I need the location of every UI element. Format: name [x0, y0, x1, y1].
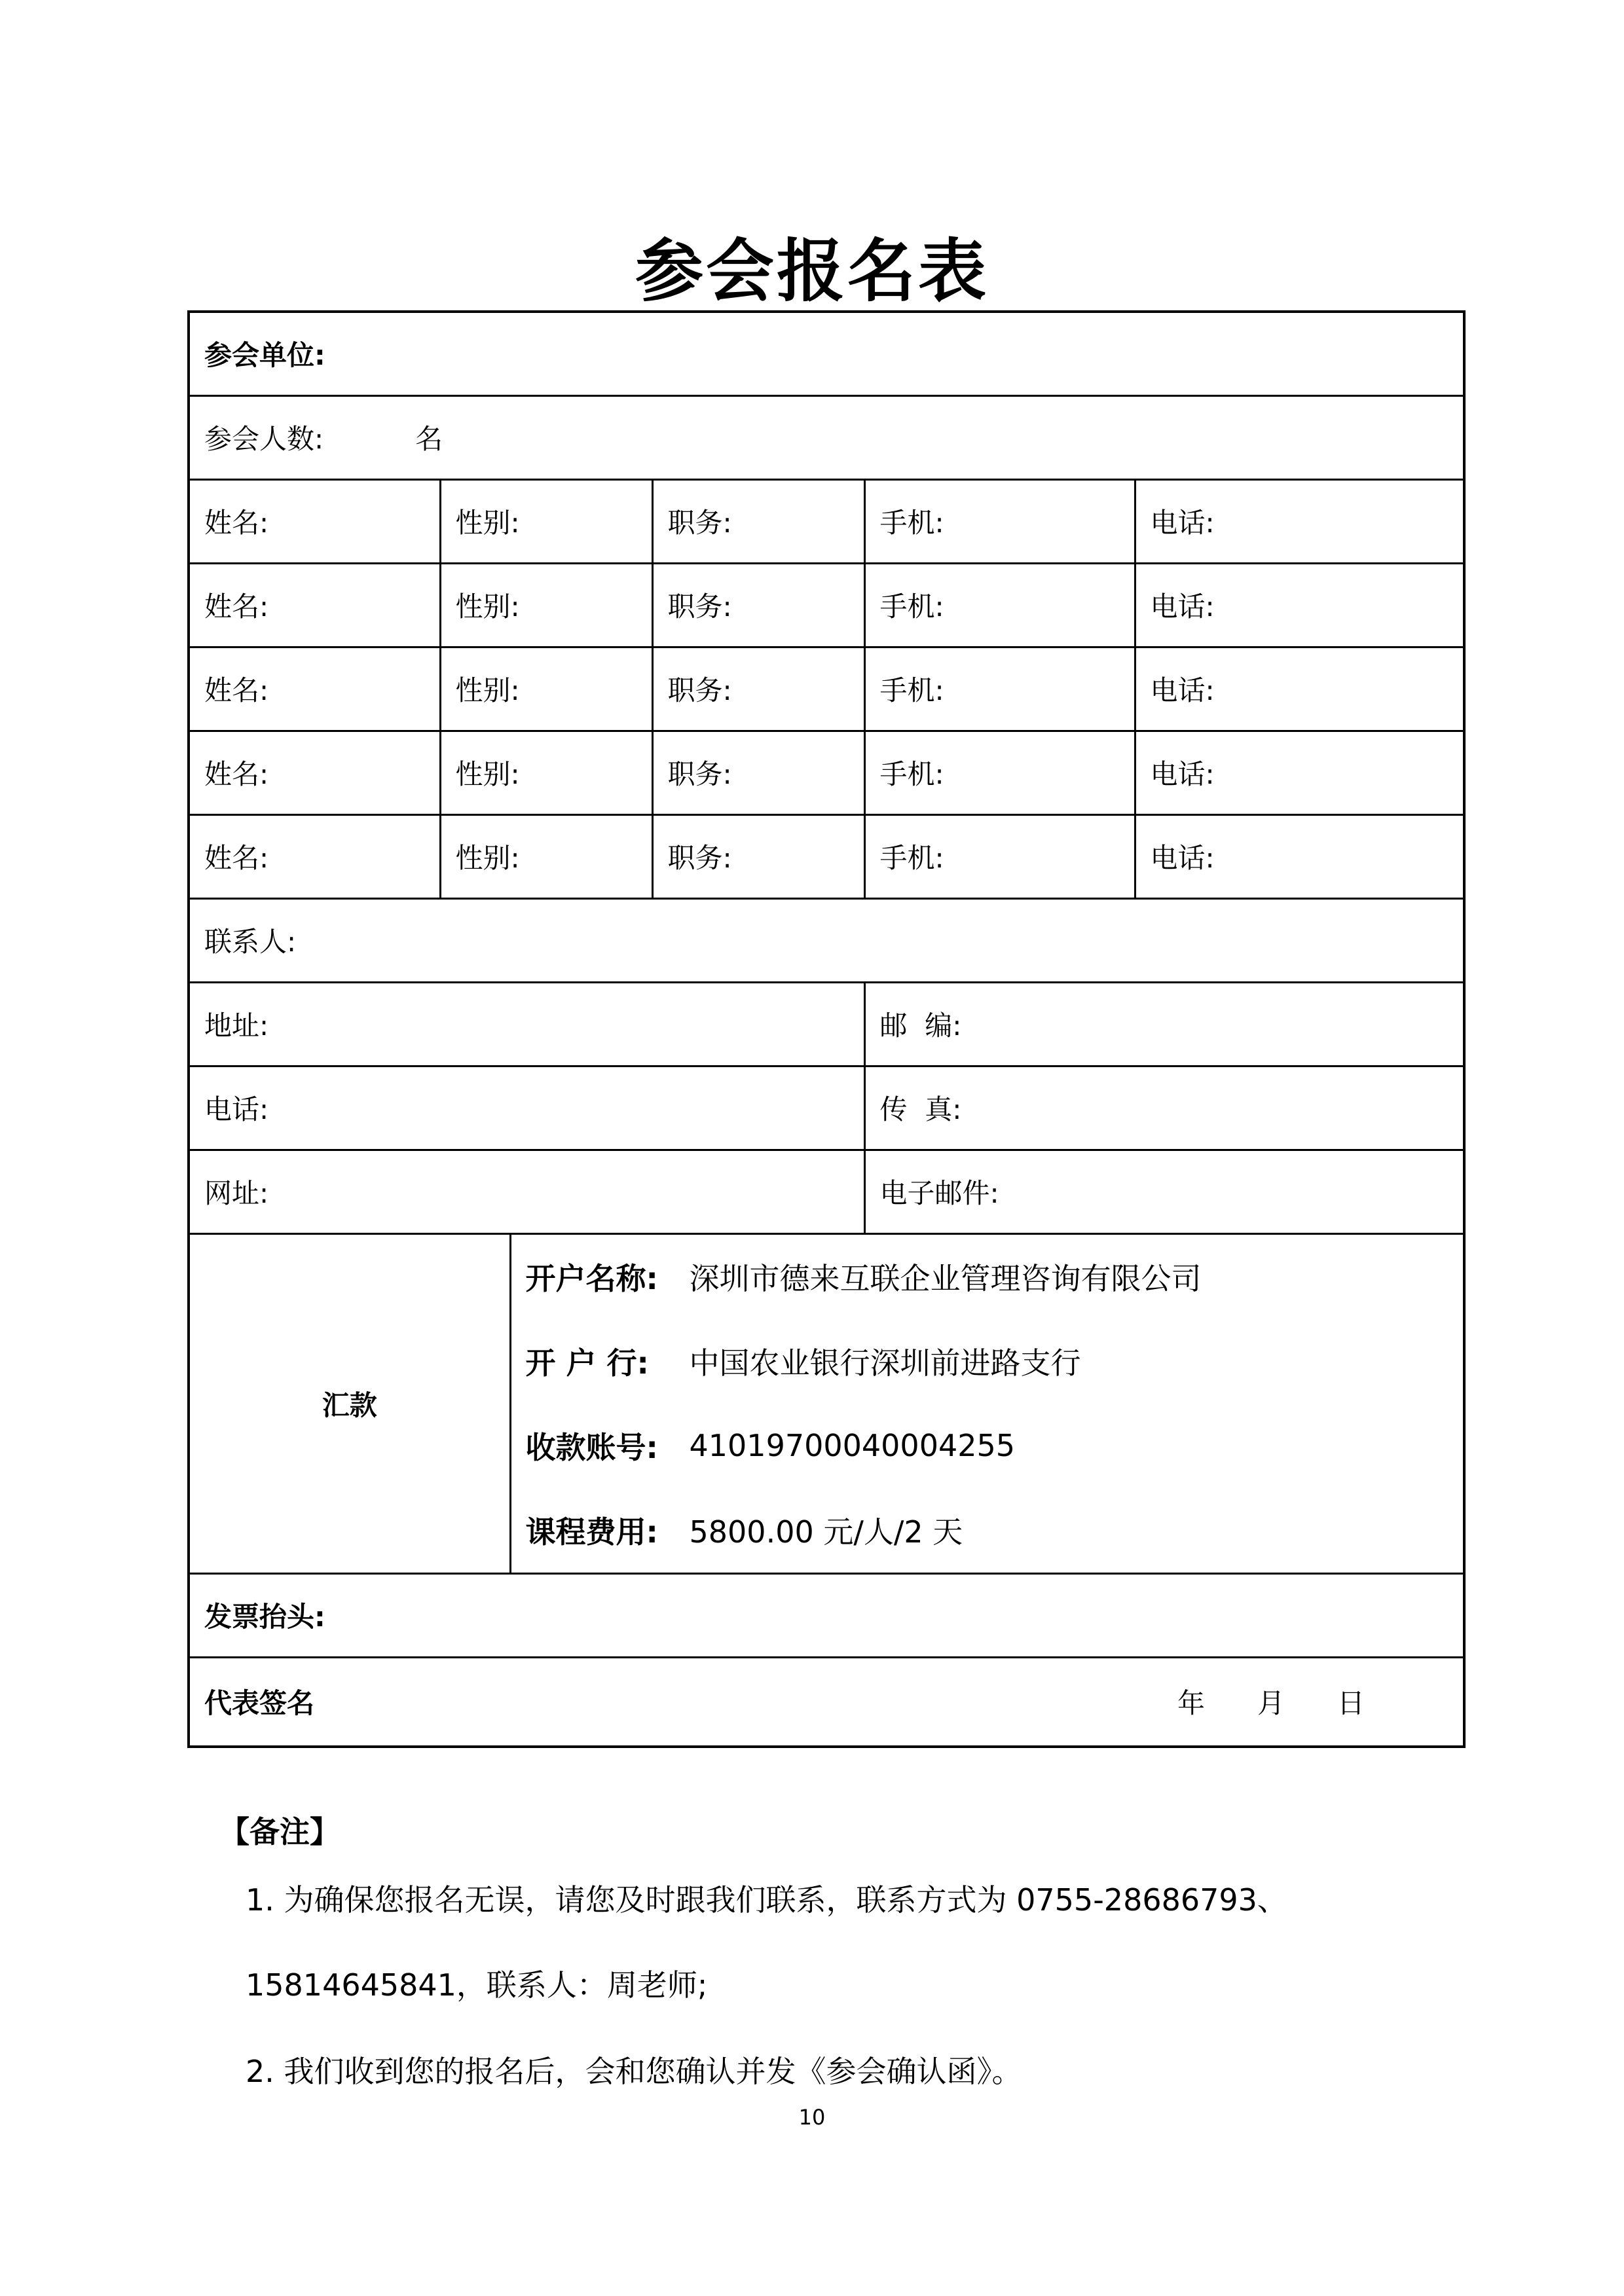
mobile-field[interactable]: 手机: [864, 563, 1135, 647]
note-line-2: 15814645841，联系人：周老师; [246, 1967, 708, 2003]
date-field [1125, 1682, 1365, 1721]
mobile-field[interactable]: 手机: [864, 647, 1135, 731]
phone-field[interactable]: 电话: [1135, 814, 1464, 898]
count-unit: 名 [415, 423, 443, 455]
page-number: 10 [798, 2105, 826, 2130]
gender-field[interactable]: 性别: [440, 647, 652, 731]
attendee-row [189, 479, 1464, 563]
notes-heading: 【备注】 [219, 1814, 340, 1850]
position-field[interactable]: 职务: [652, 731, 864, 814]
phone-field[interactable]: 电话: [1135, 731, 1464, 814]
contact-person-field[interactable]: 联系人: [189, 898, 1464, 982]
name-field[interactable]: 姓名: [189, 479, 440, 563]
bank-value: 中国农业银行深圳前进路支行 [689, 1345, 1081, 1381]
position-field[interactable]: 职务: [652, 647, 864, 731]
phone-field[interactable]: 电话: [1135, 647, 1464, 731]
account-number-key: 收款账号: [525, 1430, 658, 1465]
course-fee-value: 5800.00 元/人/2 天 [689, 1514, 963, 1550]
account-number-line [526, 1404, 1464, 1488]
date-day: 日 [1337, 1687, 1365, 1720]
note-line-1: 1. 为确保您报名无误，请您及时跟我们联系，联系方式为 0755-28686793、 [246, 1882, 1287, 1918]
bank-key: 开 户 行: [525, 1345, 649, 1381]
signature-label: 代表签名 [204, 1687, 315, 1720]
gender-field[interactable]: 性别: [440, 731, 652, 814]
mobile-field[interactable]: 手机: [864, 479, 1135, 563]
gender-field[interactable]: 性别: [440, 814, 652, 898]
website-field[interactable]: 网址: [189, 1150, 864, 1233]
phone-field[interactable]: 电话: [1135, 563, 1464, 647]
course-fee-line [526, 1488, 1464, 1573]
attendee-row [189, 731, 1464, 814]
remittance-label: 汇款 [189, 1233, 510, 1573]
position-field[interactable]: 职务: [652, 563, 864, 647]
email-field[interactable]: 电子邮件: [864, 1150, 1464, 1233]
attendee-row [189, 814, 1464, 898]
position-field[interactable]: 职务: [652, 479, 864, 563]
name-field[interactable]: 姓名: [189, 563, 440, 647]
account-name-key: 开户名称: [525, 1261, 658, 1296]
name-field[interactable]: 姓名: [189, 731, 440, 814]
address-field[interactable]: 地址: [189, 982, 864, 1066]
registration-form-table [187, 310, 1466, 1748]
invoice-title-field[interactable]: 发票抬头: [189, 1573, 1464, 1657]
mobile-field[interactable]: 手机: [864, 814, 1135, 898]
account-number-value: 41019700040004255 [689, 1428, 1016, 1463]
attendee-count-field[interactable] [189, 395, 1464, 479]
attendee-row [189, 563, 1464, 647]
note-line-3: 2. 我们收到您的报名后，会和您确认并发《参会确认函》。 [246, 2054, 1022, 2089]
remittance-info [510, 1233, 1464, 1573]
fax-field[interactable]: 传 真: [864, 1066, 1464, 1150]
name-field[interactable]: 姓名: [189, 814, 440, 898]
date-month: 月 [1257, 1687, 1285, 1720]
mobile-field[interactable]: 手机: [864, 731, 1135, 814]
telephone-field[interactable]: 电话: [189, 1066, 864, 1150]
gender-field[interactable]: 性别: [440, 479, 652, 563]
postcode-field[interactable]: 邮 编: [864, 982, 1464, 1066]
date-year: 年 [1177, 1687, 1206, 1720]
account-name-line [526, 1235, 1464, 1319]
unit-field[interactable]: 参会单位: [189, 312, 1464, 395]
attendee-row [189, 647, 1464, 731]
count-label: 参会人数: [204, 423, 324, 455]
bank-line [526, 1319, 1464, 1404]
position-field[interactable]: 职务: [652, 814, 864, 898]
page-title: 参会报名表 [635, 231, 989, 311]
course-fee-key: 课程费用: [525, 1514, 658, 1550]
account-name-value: 深圳市德来互联企业管理咨询有限公司 [689, 1261, 1202, 1296]
signature-field[interactable] [189, 1657, 1464, 1747]
gender-field[interactable]: 性别: [440, 563, 652, 647]
name-field[interactable]: 姓名: [189, 647, 440, 731]
phone-field[interactable]: 电话: [1135, 479, 1464, 563]
